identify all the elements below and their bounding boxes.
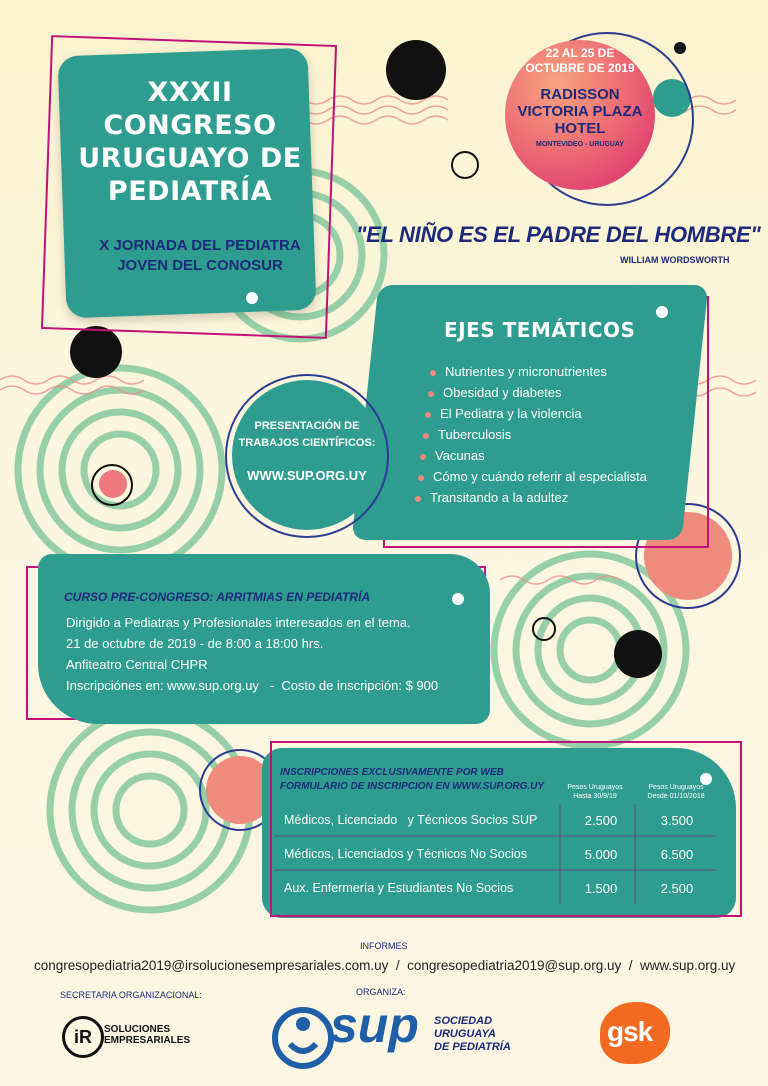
course-line: 21 de octubre de 2019 - de 8:00 a 18:00 hrs.	[66, 636, 324, 651]
bullet-icon	[430, 370, 436, 376]
dot-decoration	[700, 773, 712, 785]
ir-logo-icon: iR	[62, 1016, 104, 1058]
dot-decoration	[246, 292, 258, 304]
presentation-line: TRABAJOS CIENTÍFICOS:	[238, 437, 376, 449]
bullet-icon	[418, 475, 424, 481]
list-item: Vacunas	[420, 448, 647, 469]
list-item: Transitando a la adultez	[415, 490, 647, 511]
venue-date: OCTUBRE DE 2019	[525, 61, 635, 75]
course-line: Inscripciónes en: www.sup.org.uy - Costo de inscripción: $ 900	[66, 678, 439, 693]
secretaria-label: SECRETARIA ORGANIZACIONAL:	[60, 990, 202, 1000]
fees-col-head: Pesos Uruguayos Hasta 30/9/19	[567, 784, 623, 800]
jornada-line: JOVEN DEL CONOSUR	[117, 257, 283, 274]
presentation-badge	[232, 380, 382, 530]
bullet-icon	[415, 496, 421, 502]
title-line: URUGUAYO DE	[78, 143, 302, 174]
list-item: Tuberculosis	[423, 427, 647, 448]
sup-logo-icon	[268, 1000, 338, 1070]
informes-label: INFORMES	[360, 941, 408, 951]
title-line: PEDIATRÍA	[107, 176, 273, 207]
list-item: Obesidad y diabetes	[428, 385, 647, 406]
table-row: Aux. Enfermería y Estudiantes No Socios 1.500 2.500	[284, 881, 694, 896]
course-title: CURSO PRE-CONGRESO: ARRITMIAS EN PEDIATRÍA	[64, 590, 371, 604]
venue-hotel: VICTORIA PLAZA	[517, 103, 643, 120]
title-line: CONGRESO	[103, 110, 277, 141]
venue-badge	[505, 40, 655, 190]
course-line: Anfiteatro Central CHPR	[66, 657, 208, 672]
sup-name: SOCIEDAD URUGUAYA DE PEDIATRÍA	[434, 1015, 511, 1053]
venue-city: MONTEVIDEO - URUGUAY	[535, 141, 625, 148]
presentation-line: PRESENTACIÓN DE	[254, 420, 360, 432]
bullet-icon	[420, 454, 426, 460]
table-row: Médicos, Licenciado y Técnicos Socios SUP 2.500 3.500	[284, 813, 694, 828]
contact-line[interactable]: congresopediatria2019@irsolucionesempresariales.com.uy / congresopediatria2019@sup.org.uy / www.sup.org.uy	[34, 958, 736, 973]
jornada-subtitle	[80, 236, 320, 276]
list-item: Nutrientes y micronutrientes	[430, 364, 647, 385]
dot-decoration	[656, 306, 668, 318]
fees-header-line: INSCRIPCIONES EXCLUSIVAMENTE POR WEB	[280, 767, 504, 778]
fees-header-line: FORMULARIO DE INSCRIPCION EN WWW.SUP.ORG.UY	[280, 781, 545, 792]
venue-hotel: RADISSON	[540, 86, 620, 103]
ir-logo-text: SOLUCIONES EMPRESARIALES	[104, 1024, 191, 1046]
fees-table	[284, 813, 718, 915]
bullet-icon	[423, 433, 429, 439]
course-line: Dirigido a Pediatras y Profesionales interesados en el tema.	[66, 615, 411, 630]
venue-date: 22 AL 25 DE	[545, 46, 615, 60]
fees-header	[280, 766, 544, 794]
jornada-line: X JORNADA DEL PEDIATRA	[99, 237, 301, 254]
bullet-icon	[425, 412, 431, 418]
ejes-title: EJES TEMÁTICOS	[444, 318, 636, 342]
title-line: XXXII	[147, 77, 233, 108]
venue-hotel: HOTEL	[554, 120, 606, 137]
sup-logo-text: sup	[330, 997, 419, 1053]
list-item: Cómo y cuándo referir al especialista	[418, 469, 647, 490]
bullet-icon	[428, 391, 434, 397]
gsk-logo-text: gsk	[607, 1016, 653, 1047]
table-row: Médicos, Licenciados y Técnicos No Socios 5.000 6.500	[284, 847, 694, 862]
ejes-list	[430, 364, 647, 511]
list-item: El Pediatra y la violencia	[425, 406, 647, 427]
quote-text: "EL NIÑO ES EL PADRE DEL HOMBRE"	[356, 222, 761, 247]
course-details	[66, 615, 438, 699]
quote-author: WILLIAM WORDSWORTH	[620, 255, 730, 265]
dot-decoration	[452, 593, 464, 605]
presentation-url[interactable]: WWW.SUP.ORG.UY	[247, 468, 367, 483]
congress-title	[70, 76, 310, 208]
fees-col-head: Pesos Uruguayos Desde 01/10/2018	[647, 784, 705, 800]
organiza-label: ORGANIZA:	[356, 987, 406, 997]
